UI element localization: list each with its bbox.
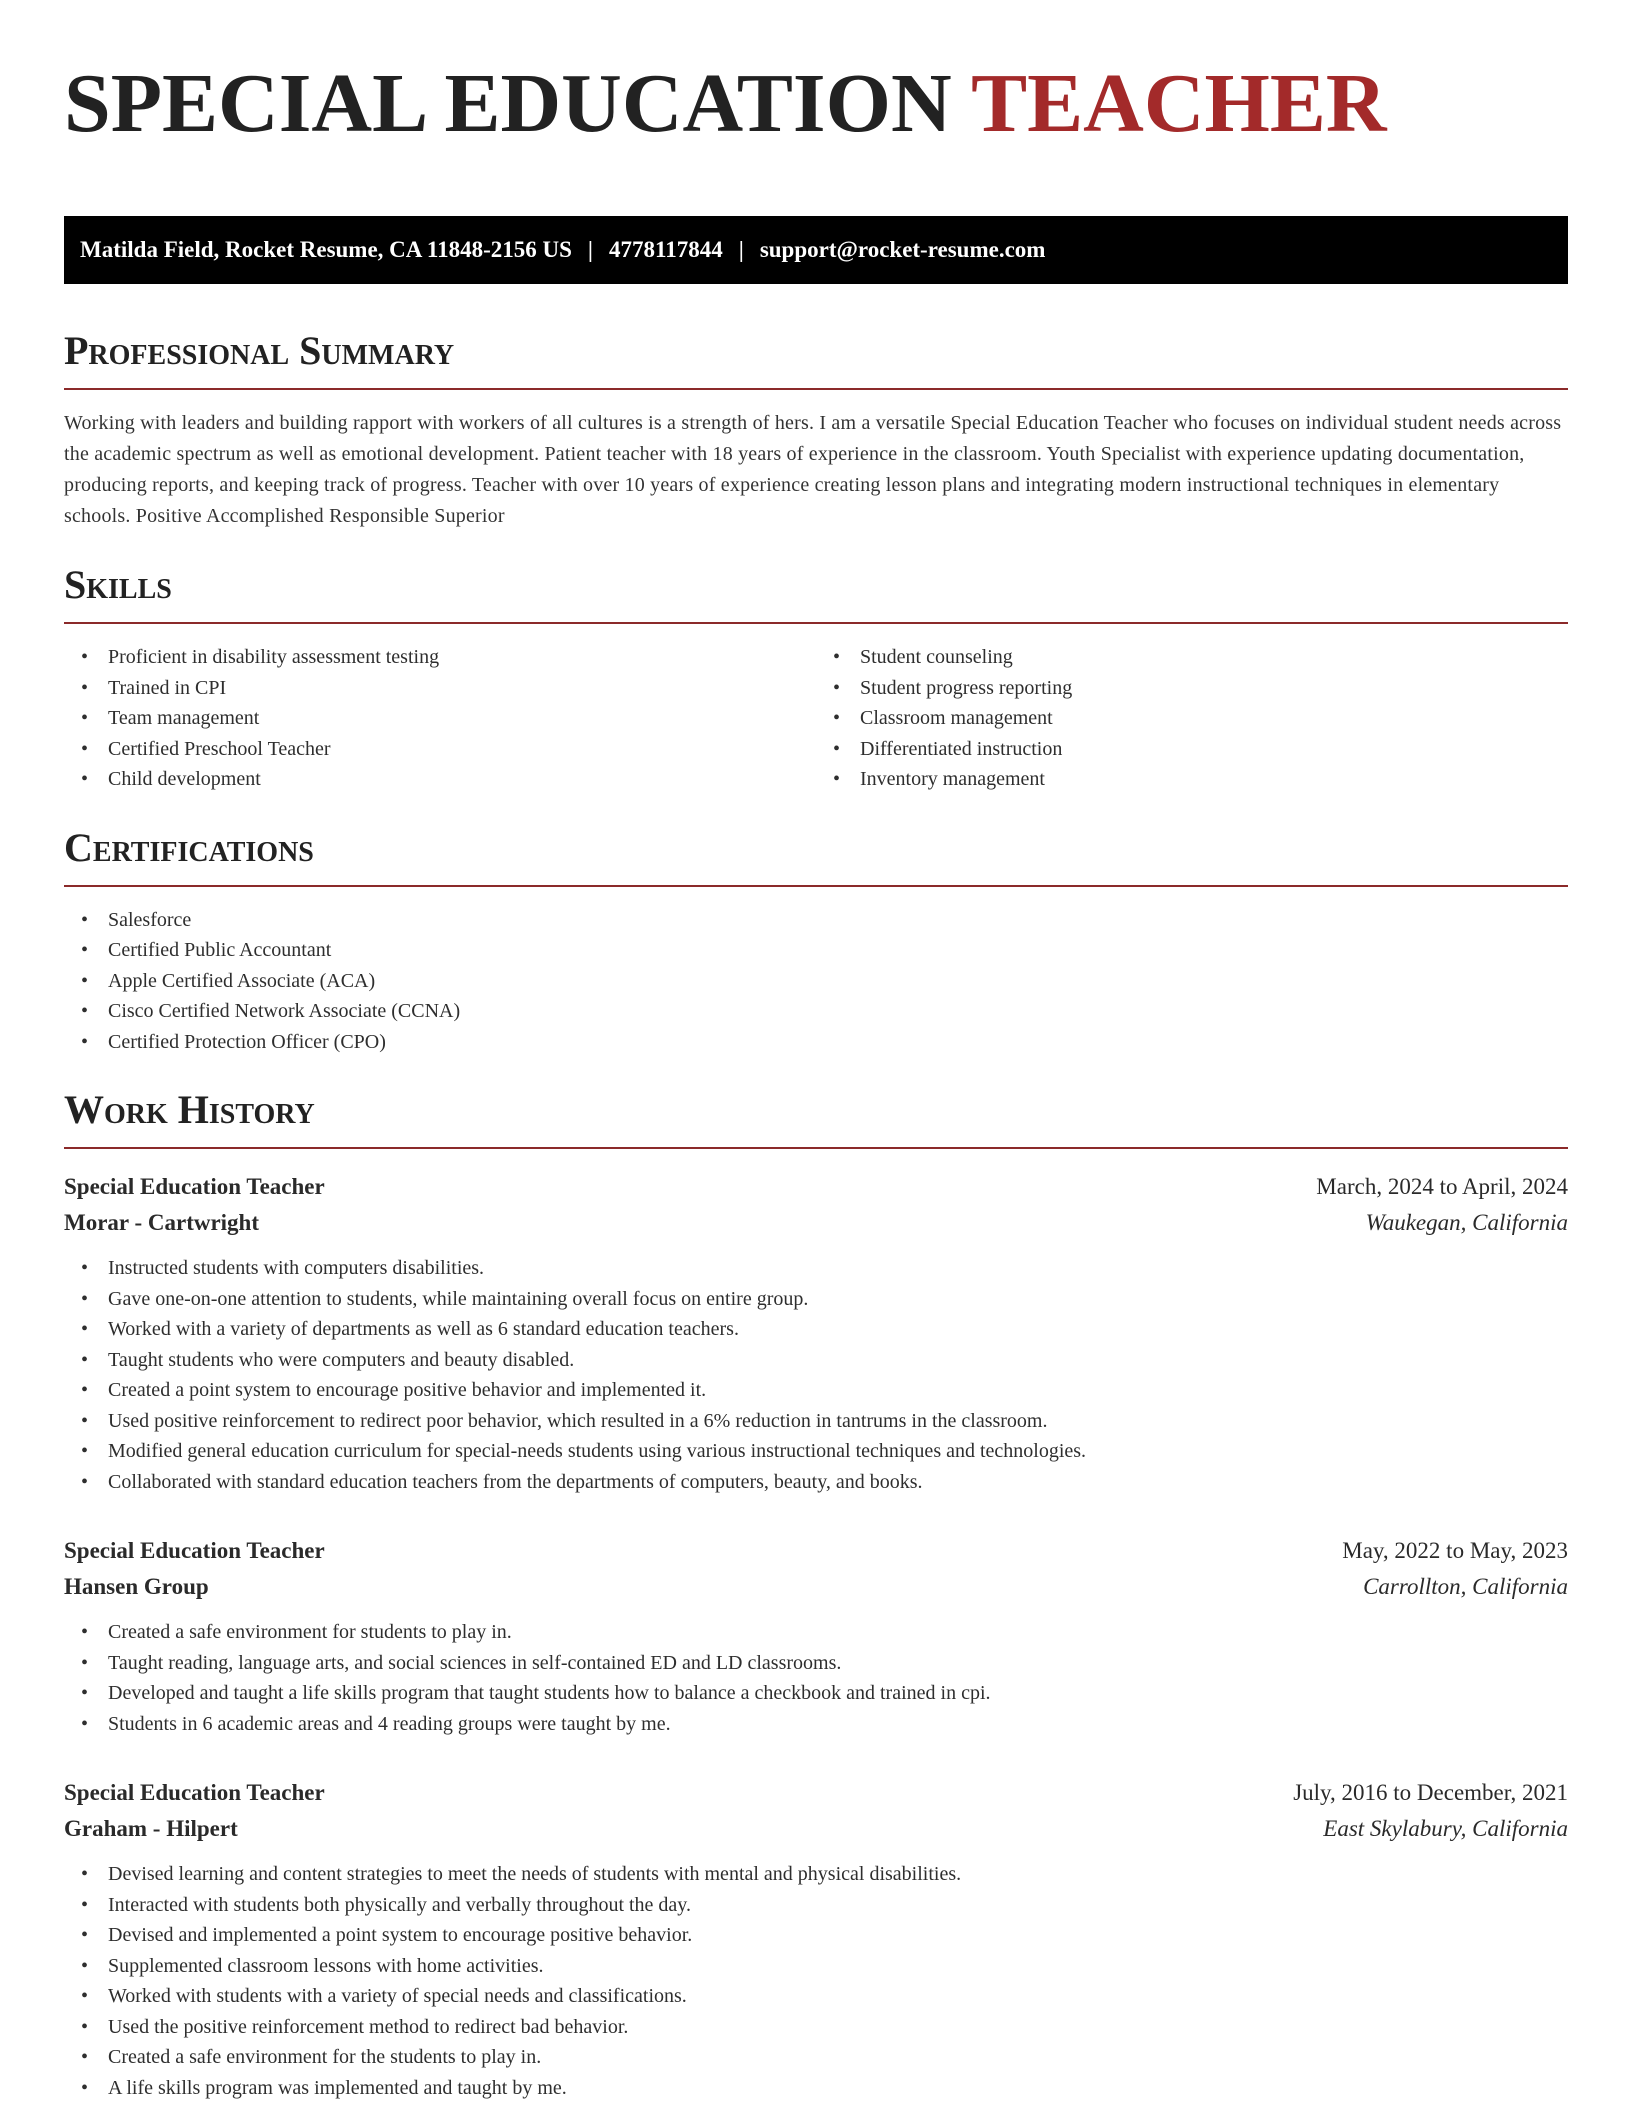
job-location: East Skylabury, California [1323, 1816, 1568, 1841]
job-bullet: • Worked with a variety of departments as well as 6 standard education teachers. [64, 1314, 1568, 1345]
job-bullet: • Worked with students with a variety of special needs and classifications. [64, 1981, 1568, 2012]
job-bullet: • Devised and implemented a point system to encourage positive behavior. [64, 1920, 1568, 1951]
section-heading: Work History [64, 1087, 1568, 1149]
job-dates: July, 2016 to December, 2021 [1293, 1780, 1568, 1805]
certification-item: • Salesforce [64, 905, 1568, 936]
job-bullet: • A life skills program was implemented and taught by me. [64, 2073, 1568, 2104]
skills-list-right [816, 642, 1568, 795]
job-entry [64, 1169, 1568, 1497]
job-bullets [64, 1859, 1568, 2103]
job-bullet: • Students in 6 academic areas and 4 reading groups were taught by me. [64, 1709, 1568, 1740]
job-company: Morar - Cartwright [64, 1210, 260, 1235]
summary-text: Working with leaders and building rapport with workers of all cultures is a strength of hers. I am a versatile Special Education Teacher who focuses on individual student needs across the academic spectrum as well as emotional development. Patient teacher with 18 years of experience in the classroom. Youth Specialist with experience updating documentation, producing reports, and keeping track of progress. Teacher with over 10 years of experience creating lesson plans and integrating modern instructional techniques in elementary schools. Positive Accomplished Responsible Superior [64, 412, 1562, 527]
skill-item: • Child development [64, 764, 816, 795]
skill-item: • Student progress reporting [816, 673, 1568, 704]
job-bullet: • Collaborated with standard education teachers from the departments of computers, beauty, and books. [64, 1467, 1568, 1498]
work-history-section [64, 1087, 1568, 2103]
contact-email[interactable]: support@rocket-resume.com [759, 237, 1046, 262]
skills-list-left [64, 642, 816, 795]
job-bullet: • Devised learning and content strategies to meet the needs of students with mental and physical disabilities. [64, 1859, 1568, 1890]
job-dates: March, 2024 to April, 2024 [1316, 1174, 1568, 1199]
job-bullet: • Modified general education curriculum for special-needs students using various instructional techniques and technologies. [64, 1436, 1568, 1467]
skill-item: • Certified Preschool Teacher [64, 734, 816, 765]
skill-item: • Trained in CPI [64, 673, 816, 704]
job-dates: May, 2022 to May, 2023 [1342, 1538, 1568, 1563]
job-location: Waukegan, California [1365, 1210, 1568, 1235]
job-bullet: • Created a safe environment for students to play in. [64, 1617, 1568, 1648]
section-heading: Professional Summary [64, 328, 1568, 390]
job-bullet: • Used the positive reinforcement method to redirect bad behavior. [64, 2012, 1568, 2043]
skill-item: • Student counseling [816, 642, 1568, 673]
certification-item: • Certified Protection Officer (CPO) [64, 1027, 1568, 1058]
job-bullet: • Instructed students with computers disabilities. [64, 1253, 1568, 1284]
contact-separator: | [587, 237, 593, 262]
section-heading: Certifications [64, 825, 1568, 887]
job-bullet: • Used positive reinforcement to redirect poor behavior, which resulted in a 6% reduction in tantrums in the classroom. [64, 1406, 1568, 1437]
skill-item: • Proficient in disability assessment testing [64, 642, 816, 673]
title-accent: TEACHER [971, 57, 1387, 150]
certifications-section [64, 825, 1568, 1058]
contact-separator: | [738, 237, 744, 262]
title-main: SPECIAL EDUCATION [64, 57, 952, 150]
skill-item: • Team management [64, 703, 816, 734]
job-company: Hansen Group [64, 1574, 209, 1599]
certifications-list [64, 905, 1568, 1058]
certification-item: • Apple Certified Associate (ACA) [64, 966, 1568, 997]
job-bullet: • Gave one-on-one attention to students, while maintaining overall focus on entire group. [64, 1284, 1568, 1315]
job-bullet: • Taught reading, language arts, and social sciences in self-contained ED and LD classrooms. [64, 1648, 1568, 1679]
job-title: Special Education Teacher [64, 1538, 325, 1563]
contact-address: Matilda Field, Rocket Resume, CA 11848-2156 US [80, 237, 572, 262]
skill-item: • Differentiated instruction [816, 734, 1568, 765]
certification-item: • Cisco Certified Network Associate (CCNA) [64, 996, 1568, 1027]
job-bullet: • Interacted with students both physically and verbally throughout the day. [64, 1890, 1568, 1921]
job-bullets [64, 1617, 1568, 1739]
job-bullet: • Created a point system to encourage positive behavior and implemented it. [64, 1375, 1568, 1406]
summary-section [64, 328, 1568, 532]
skill-item: • Classroom management [816, 703, 1568, 734]
job-bullet: • Supplemented classroom lessons with home activities. [64, 1951, 1568, 1982]
job-title: Special Education Teacher [64, 1780, 325, 1805]
job-bullet: • Developed and taught a life skills program that taught students how to balance a checkbook and trained in cpi. [64, 1678, 1568, 1709]
job-bullet: • Taught students who were computers and beauty disabled. [64, 1345, 1568, 1376]
job-bullets [64, 1253, 1568, 1497]
job-bullet: • Created a safe environment for the students to play in. [64, 2042, 1568, 2073]
job-title: Special Education Teacher [64, 1174, 325, 1199]
job-company: Graham - Hilpert [64, 1816, 238, 1841]
job-entry [64, 1533, 1568, 1739]
resume-title [64, 56, 1568, 152]
skill-item: • Inventory management [816, 764, 1568, 795]
skills-section [64, 562, 1568, 795]
contact-bar [64, 216, 1568, 284]
resume-header [64, 0, 1568, 176]
job-location: Carrollton, California [1363, 1574, 1568, 1599]
certification-item: • Certified Public Accountant [64, 935, 1568, 966]
section-heading: Skills [64, 562, 1568, 624]
contact-phone[interactable]: 4778117844 [609, 237, 723, 262]
job-entry [64, 1775, 1568, 2103]
